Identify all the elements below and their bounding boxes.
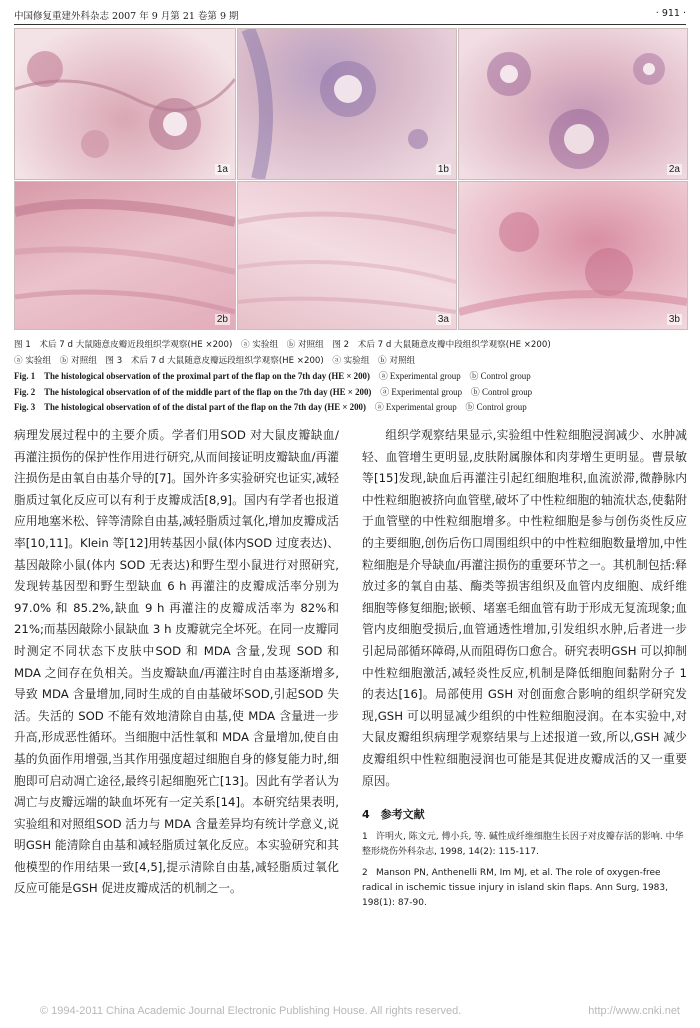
- reference-number: 2: [362, 867, 368, 878]
- tissue-image-2a: [459, 29, 687, 179]
- figure-panel-2a: [458, 28, 688, 180]
- figure-panels: [14, 28, 686, 328]
- caption-en-fig2-text: Fig. 2 The histological observation of of the middle part of the flap on the 7th day (HE × 200): [14, 386, 372, 397]
- figure-panel-1b: [237, 28, 457, 180]
- caption-en-fig1-groups: ⓐ Experimental group ⓑ Control group: [378, 371, 531, 381]
- watermark-footer: [40, 1005, 680, 1017]
- panel-label: 3a: [437, 314, 449, 325]
- tissue-image-3b: [459, 182, 687, 329]
- reference-number: 1: [362, 831, 368, 842]
- running-header: [14, 8, 686, 25]
- panel-label: 2a: [668, 164, 680, 175]
- tissue-image-1a: [15, 29, 235, 179]
- caption-en-fig3: [14, 400, 686, 416]
- caption-en-fig2: [14, 385, 686, 401]
- panel-label: 1b: [437, 164, 449, 175]
- body-paragraph: 组织学观察结果显示,实验组中性粒细胞浸润减少、水肿减轻、血管增生更明显,皮肤附属腺体和肉芽增生更明显。曹景敏等[15]发现,缺血后再灌注引起红细胞堆积,血流淤滞,微静脉内中性粒细胞被挤向血管壁,破坏了中性粒细胞的轴流状态,使黏附于血管壁的中性粒细胞增多。中性粒细胞是参与创伤炎性反应的主要细胞,创伤后伤口周围组织中的中性粒细胞数量增加,中性粒细胞是介导缺血/再灌注损伤的重要环节之一。其机制包括:释放过多的氧自由基、酶类等损害组织及血管内皮细胞、成纤维细胞等修复细胞;嵌顿、堵塞毛细血管有助于形成无复流现象;血管内皮细胞受损后,血管通透性增加,引发组织水肿,后者进一步引起局部循环障碍,从而阻碍伤口愈合。研究表明GSH 可以抑制中性粒细胞激活,减轻炎性反应,机制是降低细胞间黏附分子 1 的表达[16]。局部使用 GSH 对创面愈合影响的组织学研究发现,GSH 可以明显减少组织的中性粒细胞浸润。在本实验中,对大鼠皮瓣组织病理学观察结果与上述报道一致,所以,GSH 减少皮瓣组织中性粒细胞浸润也可能是其促进皮瓣成活的又一重要原因。: [362, 428, 687, 788]
- copyright-text: © 1994-2011 China Academic Journal Electronic Publishing House. All rights reserved.: [40, 1005, 462, 1017]
- tissue-image-2b: [15, 182, 235, 329]
- left-column: [14, 425, 339, 900]
- panel-label: 2b: [216, 314, 228, 325]
- panel-label: 3b: [668, 314, 680, 325]
- caption-en-fig3-groups: ⓐ Experimental group ⓑ Control group: [374, 402, 527, 412]
- page-number: · 911 ·: [655, 8, 686, 19]
- caption-en-fig3-text: Fig. 3 The histological observation of of the distal part of the flap on the 7th day (HE × 200): [14, 402, 366, 412]
- panel-label: 1a: [216, 164, 228, 175]
- tissue-image-1b: [238, 29, 456, 179]
- reference-text: Manson PN, Anthenelli RM, Im MJ, et al. The role of oxygen-free radical in ischemic tissue injury in island skin flaps. Ann Surg, 1983, 198(1): 87-90.: [362, 867, 668, 908]
- figure-panel-1a: [14, 28, 236, 180]
- caption-cn-line-2: ⓐ 实验组 ⓑ 对照组 图 3 术后 7 d 大鼠随意皮瓣远段组织学观察(HE ×200) ⓐ 实验组 ⓑ 对照组: [14, 355, 416, 366]
- caption-cn-line-1: 图 1 术后 7 d 大鼠随意皮瓣近段组织学观察(HE ×200) ⓐ 实验组 ⓑ 对照组 图 2 术后 7 d 大鼠随意皮瓣中段组织学观察(HE ×200): [14, 340, 551, 350]
- figure-panel-2b: [14, 181, 236, 330]
- figure-captions: [14, 338, 686, 416]
- caption-en-fig1: [14, 369, 686, 385]
- references-heading: 4 参考文献: [362, 808, 425, 822]
- tissue-image-3a: [238, 182, 456, 329]
- caption-en-fig1-text: Fig. 1 The histological observation of the proximal part of the flap on the 7th day (HE × 200): [14, 371, 370, 381]
- journal-title: 中国修复重建外科杂志 2007 年 9 月第 21 卷第 9 期: [14, 11, 239, 22]
- right-column: [362, 425, 687, 917]
- body-paragraph: 病理发展过程中的主要介质。学者们用SOD 对大鼠皮瓣缺血/再灌注损伤的保护性作用进行研究,从而间接证明皮瓣缺血/再灌注损伤是由氧自由基介导的[7]。国外许多实验研究也证实,减轻脂质过氧化反应可以有利于皮瓣成活[8,9]。国内有学者也报道应用地塞米松、锌等清除自由基,减轻脂质过氧化,增加皮瓣成活率[10,11]。Klein 等[12]用转基因小鼠(体内SOD 过度表达)、基因敲除小鼠(体内 SOD 无表达)和野生型小鼠进行对照研究,发现转基因型和野生型缺血 6 h 再灌注的皮瓣成活率分别为 97.0% 和 85.2%,缺血 9 h 再灌注的皮瓣成活率为 82%和 21%;而基因敲除小鼠缺血 3 h 皮瓣就完全坏死。在同一皮瓣同时测定不同状态下皮肤中SOD 和 MDA 含量,发现 SOD 和 MDA 之间存在负相关。当皮瓣缺血/再灌注时自由基逐渐增多,导致 MDA 含量增加,同时生成的自由基破坏SOD,引起SOD 失活。失活的 SOD 不能有效地清除自由基,使 MDA 含量进一步升高,形成恶性循环。当细胞中活性氧和 MDA 含量增加,使自由基的负面作用增强,当其作用强度超过细胞自身的修复能力时,细胞即可启动凋亡途径,最终引起细胞死亡[13]。因此有学者认为凋亡与皮瓣远端的缺血坏死有一定关系[14]。本研究结果表明,实验组和对照组SOD 活力与 MDA 含量差异均有统计学意义,说明GSH 能清除自由基和减轻脂质过氧化反应。本实验研究和其他模型的作用结果一致[4,5],提示清除自由基,减轻脂质过氧化反应可能是GSH 促进皮瓣成活的机制之一。: [14, 428, 339, 896]
- figure-panel-3a: [237, 181, 457, 330]
- reference-item: [362, 866, 687, 911]
- reference-text: 许明火, 陈文元, 傅小兵, 等. 碱性成纤维细胞生长因子对皮瓣存活的影响. 中华整形烧伤外科杂志, 1998, 14(2): 115-117.: [362, 831, 684, 857]
- caption-en-fig2-groups: ⓐ Experimental group ⓑ Control group: [380, 386, 533, 397]
- cnki-url: http://www.cnki.net: [588, 1005, 680, 1017]
- reference-item: [362, 830, 687, 860]
- figure-panel-3b: [458, 181, 688, 330]
